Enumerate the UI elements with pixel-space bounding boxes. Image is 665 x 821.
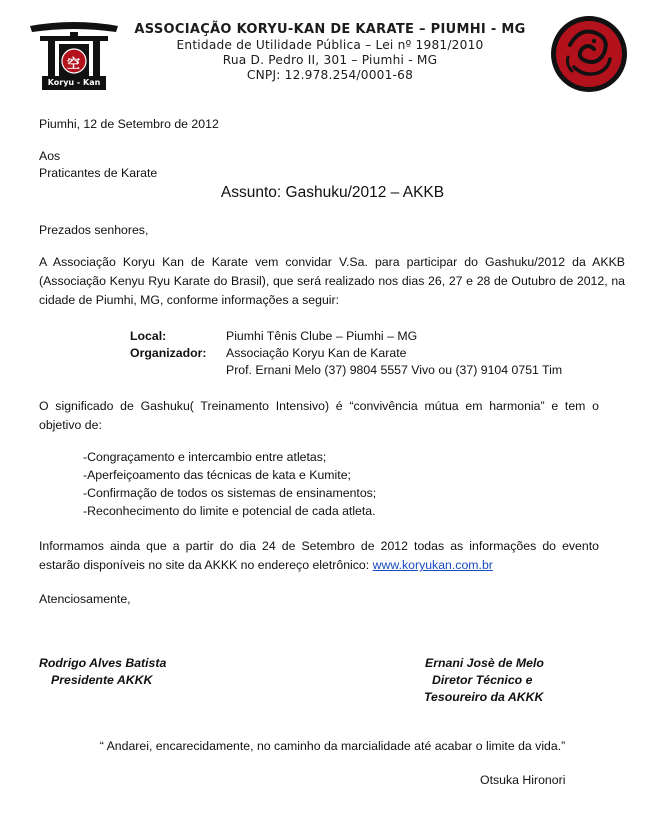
- closing: Atenciosamente,: [39, 592, 131, 606]
- recipient-line-1: Aos: [39, 149, 61, 163]
- right-signatory-title-2: Tesoureiro da AKKK: [424, 690, 544, 704]
- right-signatory-name: Ernani Josè de Melo: [425, 656, 544, 670]
- local-value: Piumhi Tênis Clube – Piumhi – MG: [226, 329, 418, 343]
- logo-caption: Koryu - Kan: [47, 78, 101, 87]
- local-label: Local:: [130, 329, 167, 343]
- quote-author: Otsuka Hironori: [480, 773, 566, 787]
- organizer-label: Organizador:: [130, 346, 207, 360]
- list-item: -Confirmação de todos os sistemas de ensinamentos;: [83, 486, 377, 500]
- koryu-kan-logo: [28, 20, 120, 92]
- invitation-paragraph: A Associação Koryu Kan de Karate vem convidar V.Sa. para participar do Gashuku/2012 da AKKB (Associação Kenyu Ryu Karate do Brasil), que será realizado nos dias 26, 27 e 28 de Outubro de 2012, na cidade de Piumhi, MG, conforme informações a seguir:: [39, 255, 625, 307]
- right-signatory-title-1: Diretor Técnico e: [432, 673, 533, 687]
- left-signatory-name: Rodrigo Alves Batista: [39, 656, 167, 670]
- organizer-value-2: Prof. Ernani Melo (37) 9804 5557 Vivo ou (37) 9104 0751 Tim: [226, 363, 563, 377]
- recipient-line-2: Praticantes de Karate: [39, 166, 158, 180]
- dragon-seal-logo: [550, 15, 628, 93]
- website-link[interactable]: www.koryukan.com.br: [372, 558, 493, 572]
- organization-cnpj: CNPJ: 12.978.254/0001-68: [246, 68, 414, 82]
- letter-subject: Assunto: Gashuku/2012 – AKKB: [220, 184, 445, 201]
- organization-name: ASSOCIAÇÃO KORYU-KAN DE KARATE – PIUMHI - MG: [134, 22, 526, 37]
- list-item: -Aperfeiçoamento das técnicas de kata e Kumite;: [83, 468, 351, 482]
- list-item: -Congraçamento e intercambio entre atletas;: [83, 450, 327, 464]
- dragon-seal-icon: [550, 15, 628, 93]
- gashuku-meaning-paragraph: O significado de Gashuku( Treinamento Intensivo) é “convivência mútua em harmonia” e tem o objetivo de:: [39, 399, 599, 432]
- organizer-value-1: Associação Koryu Kan de Karate: [226, 346, 407, 360]
- organization-status: Entidade de Utilidade Pública – Lei nº 1981/2010: [176, 38, 484, 52]
- website-paragraph-text: Informamos ainda que a partir do dia 24 de Setembro de 2012 todas as informações do evento estarão disponíveis no site da AKKK no endereço eletrônico:: [39, 539, 599, 572]
- letter-date: Piumhi, 12 de Setembro de 2012: [39, 117, 219, 131]
- organization-address: Rua D. Pedro II, 301 – Piumhi - MG: [222, 53, 438, 67]
- closing-quote: “ Andarei, encarecidamente, no caminho da marcialidade até acabar o limite da vida.”: [99, 739, 566, 753]
- left-signatory-title: Presidente AKKK: [51, 673, 153, 687]
- list-item: -Reconhecimento do limite e potencial de cada atleta.: [83, 504, 376, 518]
- logo-kanji: 空: [67, 57, 81, 72]
- website-paragraph: [39, 537, 599, 575]
- greeting: Prezados senhores,: [39, 223, 149, 237]
